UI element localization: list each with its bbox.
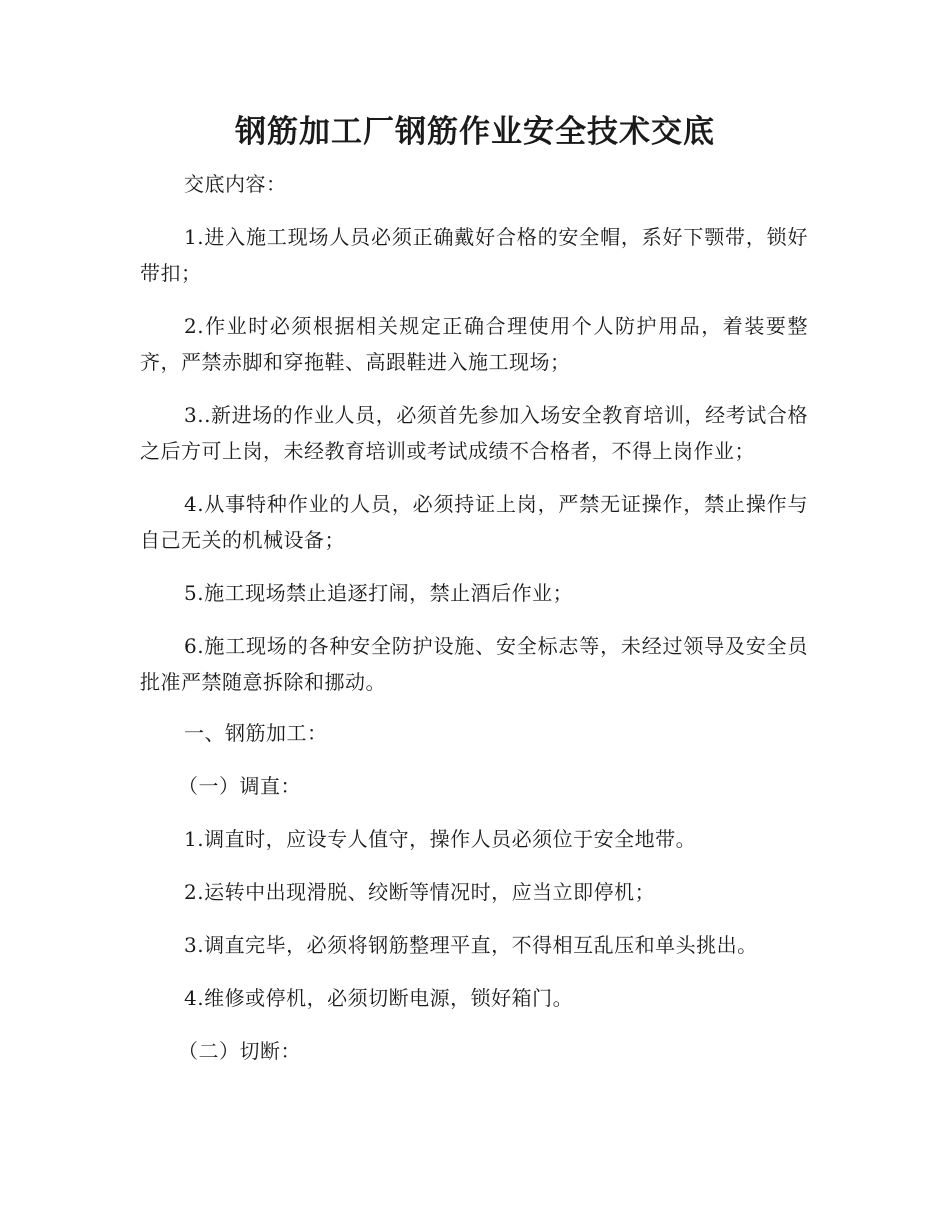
general-item-5: 5.施工现场禁止追逐打闹，禁止酒后作业；: [184, 581, 574, 605]
general-item-6: 6.施工现场的各种安全防护设施、安全标志等，未经过领导及安全员批准严禁随意拆除和挪动。: [140, 634, 808, 694]
straightening-item-2: 2.运转中出现滑脱、绞断等情况时，应当立即停机；: [184, 880, 656, 904]
subsection-cutting-heading: （二）切断：: [178, 1039, 301, 1063]
document-title: 钢筋加工厂钢筋作业安全技术交底: [235, 114, 715, 150]
straightening-item-4: 4.维修或停机，必须切断电源，锁好箱门。: [184, 986, 574, 1010]
intro-label: 交底内容：: [184, 172, 287, 196]
straightening-item-1: 1.调直时，应设专人值守，操作人员必须位于安全地带。: [184, 827, 697, 851]
general-item-3: 3..新进场的作业人员，必须首先参加入场安全教育培训，经考试合格之后方可上岗，未经教育培训或考试成绩不合格者，不得上岗作业；: [140, 403, 808, 463]
general-item-4: 4.从事特种作业的人员，必须持证上岗，严禁无证操作，禁止操作与自己无关的机械设备；: [140, 492, 808, 552]
document-body: [140, 166, 808, 1086]
straightening-item-3: 3.调直完毕，必须将钢筋整理平直，不得相互乱压和单头挑出。: [184, 933, 758, 957]
general-item-2: 2.作业时必须根据相关规定正确合理使用个人防护用品，着装要整齐，严禁赤脚和穿拖鞋、高跟鞋进入施工现场；: [140, 314, 808, 374]
section-one-heading: 一、钢筋加工：: [184, 721, 328, 745]
subsection-straightening-heading: （一）调直：: [178, 774, 301, 798]
general-item-1: 1.进入施工现场人员必须正确戴好合格的安全帽，系好下颚带，锁好带扣；: [140, 225, 808, 285]
